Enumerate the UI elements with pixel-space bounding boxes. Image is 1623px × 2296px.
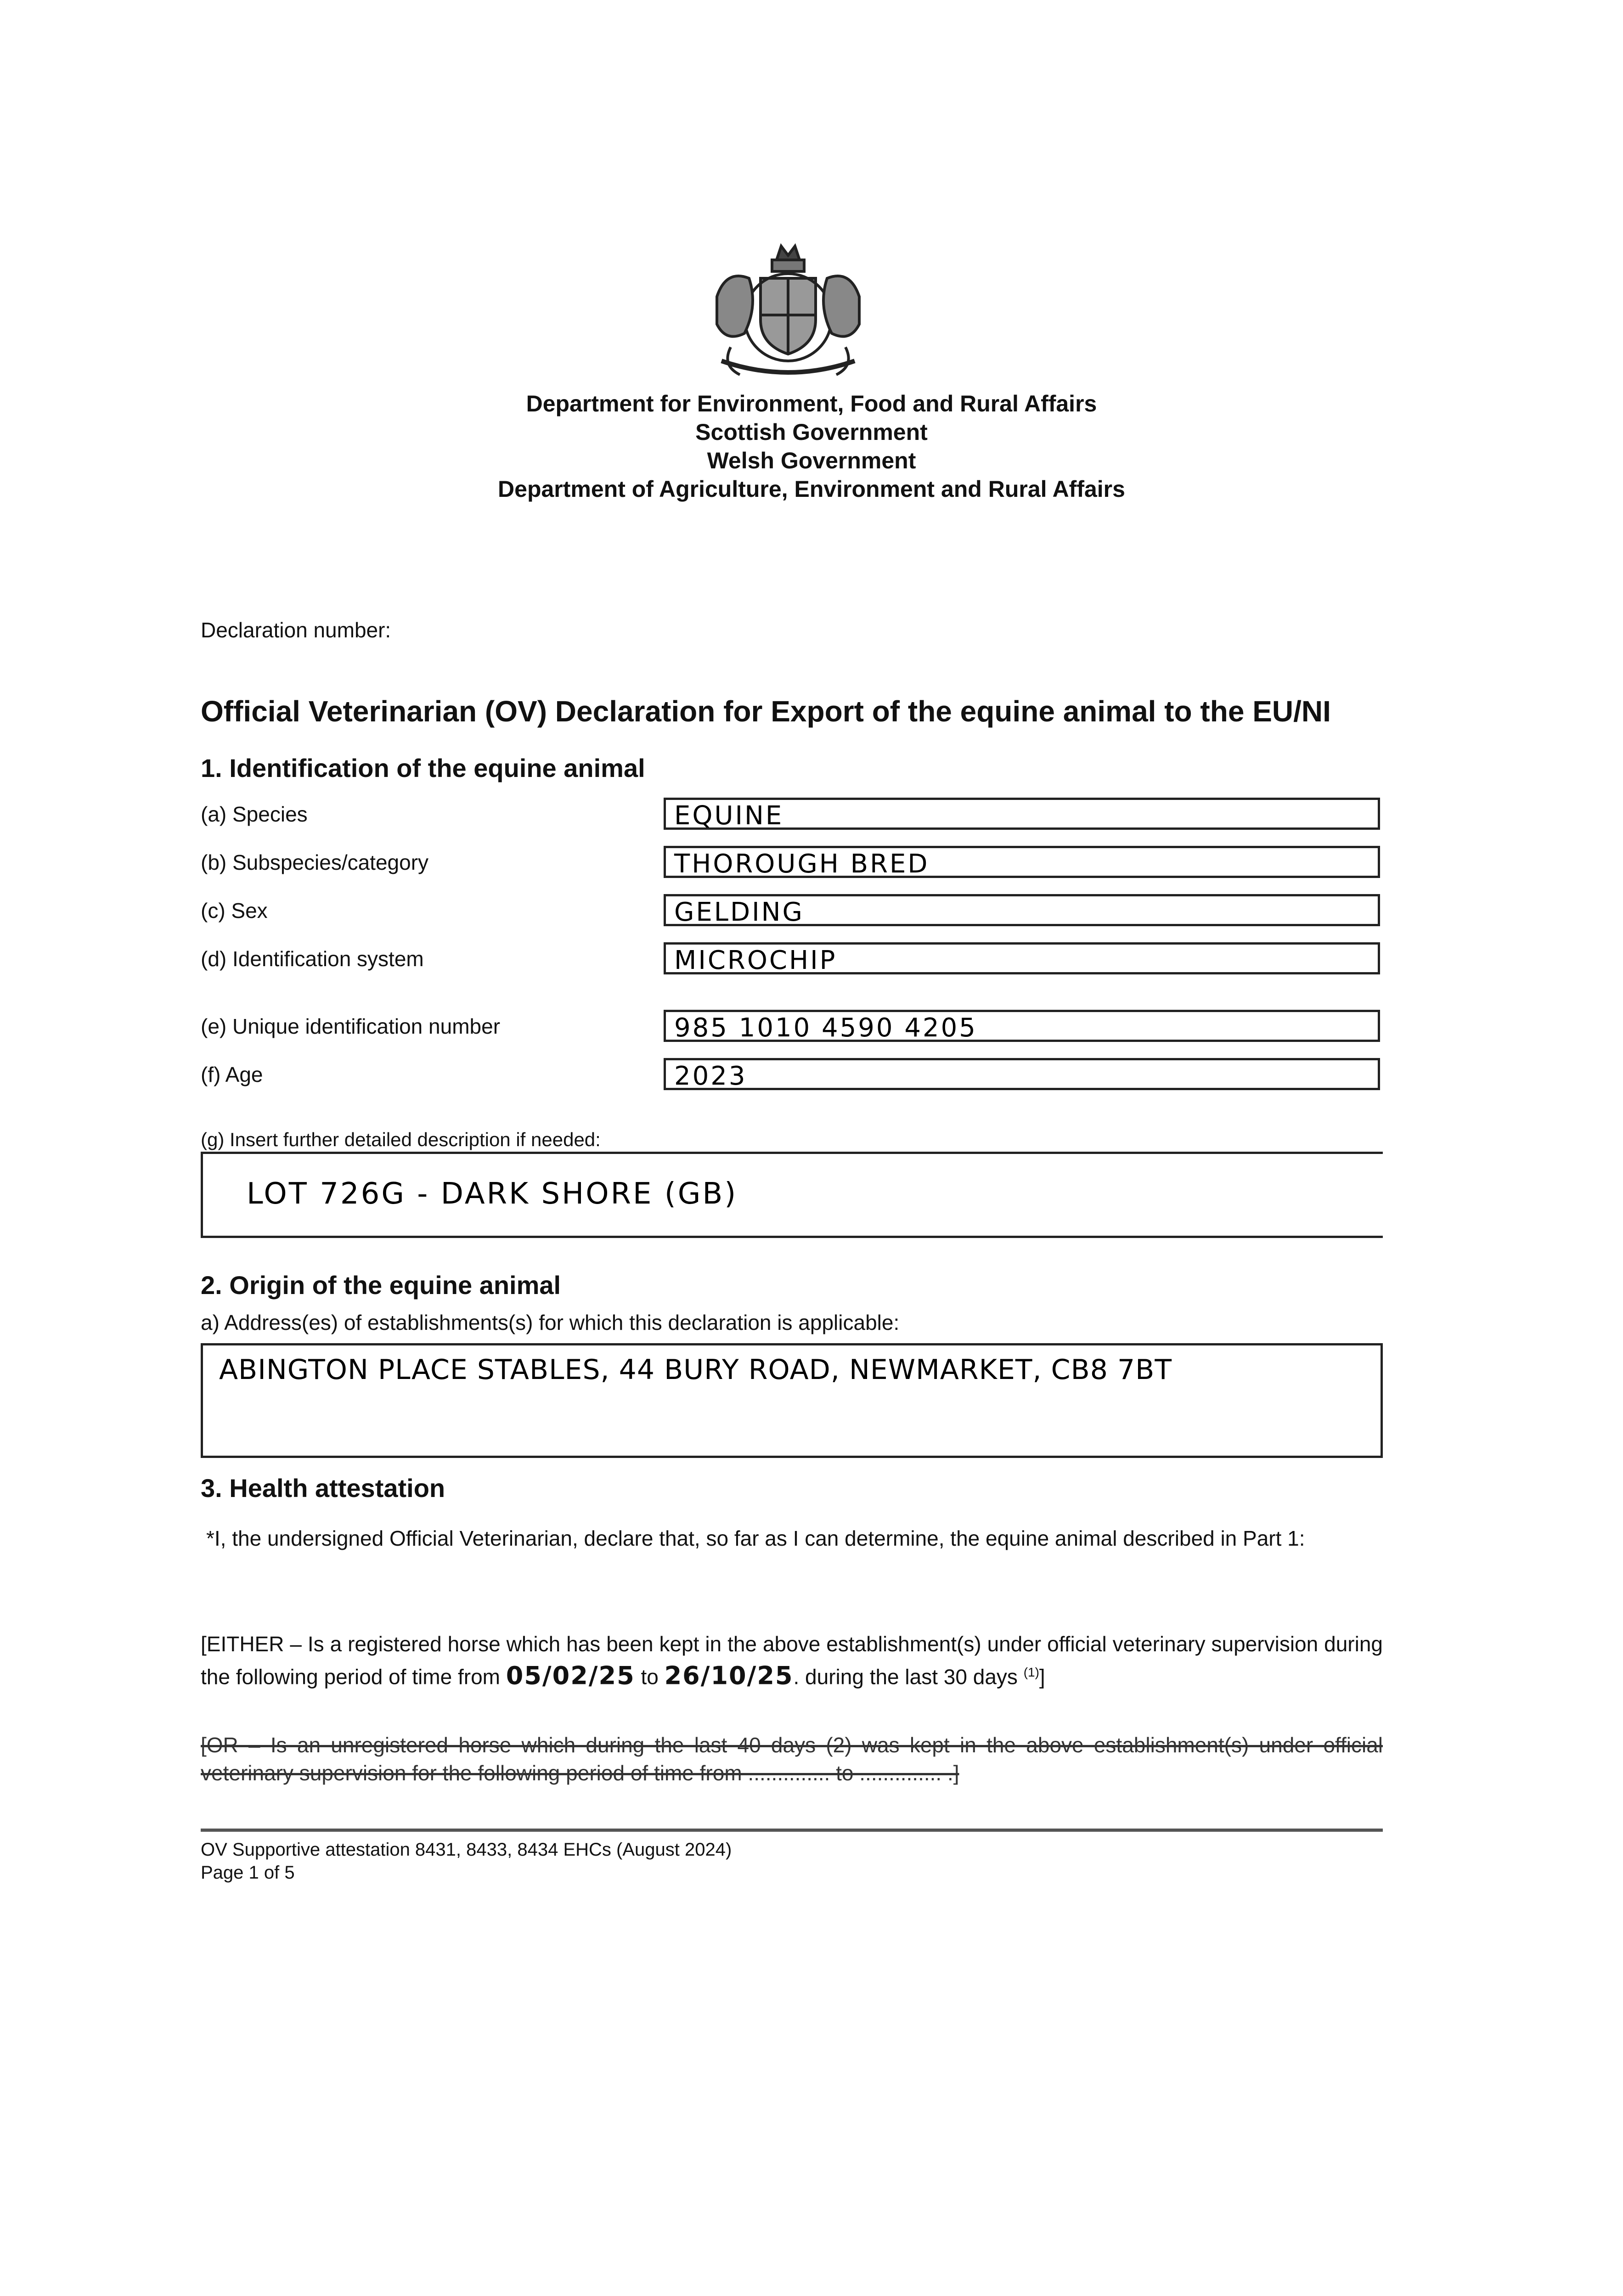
- address-field[interactable]: [201, 1343, 1383, 1458]
- footnote-1-marker: (1): [1023, 1665, 1039, 1679]
- further-description-value: LOT 726G - DARK SHORE (GB): [247, 1177, 738, 1211]
- address-label: a) Address(es) of establishments(s) for which this declaration is applicable:: [201, 1311, 900, 1334]
- section-3-heading: 3. Health attestation: [201, 1474, 445, 1503]
- footer-divider: [201, 1829, 1383, 1832]
- subspecies-label: (b) Subspecies/category: [201, 850, 429, 874]
- sex-label: (c) Sex: [201, 899, 268, 923]
- page-title: Official Veterinarian (OV) Declaration for Export of the equine animal to the EU/NI: [201, 695, 1331, 728]
- header-department-line-2: Scottish Government: [695, 419, 928, 445]
- subspecies-value: THOROUGH BRED: [674, 849, 930, 879]
- age-value: 2023: [674, 1061, 747, 1091]
- age-field[interactable]: [664, 1058, 1380, 1090]
- footer-reference: OV Supportive attestation 8431, 8433, 8434 EHCs (August 2024): [201, 1840, 732, 1860]
- address-value: ABINGTON PLACE STABLES, 44 BURY ROAD, NEWMARKET, CB8 7BT: [219, 1354, 1172, 1386]
- or-clause-struck: [OR – Is an unregistered horse which during the last 40 days (2) was kept in the above establishment(s) under official veterinary supervision for the following period of time from .............. to .............. .]: [201, 1733, 1383, 1785]
- either-clause-close: ]: [1039, 1665, 1045, 1689]
- from-date-value: 05/02/25: [506, 1661, 635, 1690]
- section-1-heading: 1. Identification of the equine animal: [201, 754, 645, 782]
- further-description-field[interactable]: [201, 1152, 1383, 1238]
- species-field[interactable]: [664, 798, 1380, 830]
- to-date-value: 26/10/25: [664, 1661, 794, 1690]
- either-clause-suffix: . during the last 30 days: [793, 1665, 1018, 1689]
- royal-coat-of-arms-icon: [703, 242, 873, 384]
- either-clause-text: [EITHER – Is a registered horse which has been kept in the above establishment(s) under official veterinary supervision during the following period of time from: [201, 1632, 1383, 1689]
- unique-id-label: (e) Unique identification number: [201, 1014, 501, 1038]
- declaration-number-label: Declaration number:: [201, 618, 391, 642]
- page-number: Page 1 of 5: [201, 1863, 295, 1883]
- species-value: EQUINE: [674, 801, 784, 831]
- header-department-line-1: Department for Environment, Food and Rural Affairs: [526, 391, 1097, 416]
- identification-system-field[interactable]: [664, 942, 1380, 974]
- header-department-line-4: Department of Agriculture, Environment and Rural Affairs: [498, 476, 1125, 502]
- identification-system-label: (d) Identification system: [201, 947, 424, 971]
- section-2-heading: 2. Origin of the equine animal: [201, 1271, 561, 1300]
- health-attestation-intro: *I, the undersigned Official Veterinarian, declare that, so far as I can determine, the equine animal described in Part 1:: [206, 1526, 1305, 1550]
- unique-id-value: 985 1010 4590 4205: [674, 1013, 977, 1043]
- subspecies-field[interactable]: [664, 846, 1380, 878]
- age-label: (f) Age: [201, 1063, 263, 1086]
- sex-value: GELDING: [674, 897, 804, 927]
- to-word: to: [641, 1665, 659, 1689]
- header-department-line-3: Welsh Government: [707, 448, 916, 473]
- identification-system-value: MICROCHIP: [674, 945, 837, 975]
- sex-field[interactable]: [664, 894, 1380, 926]
- unique-id-field[interactable]: [664, 1010, 1380, 1042]
- species-label: (a) Species: [201, 802, 308, 826]
- either-clause: [201, 1630, 1383, 1691]
- further-description-label: (g) Insert further detailed description if needed:: [201, 1129, 601, 1150]
